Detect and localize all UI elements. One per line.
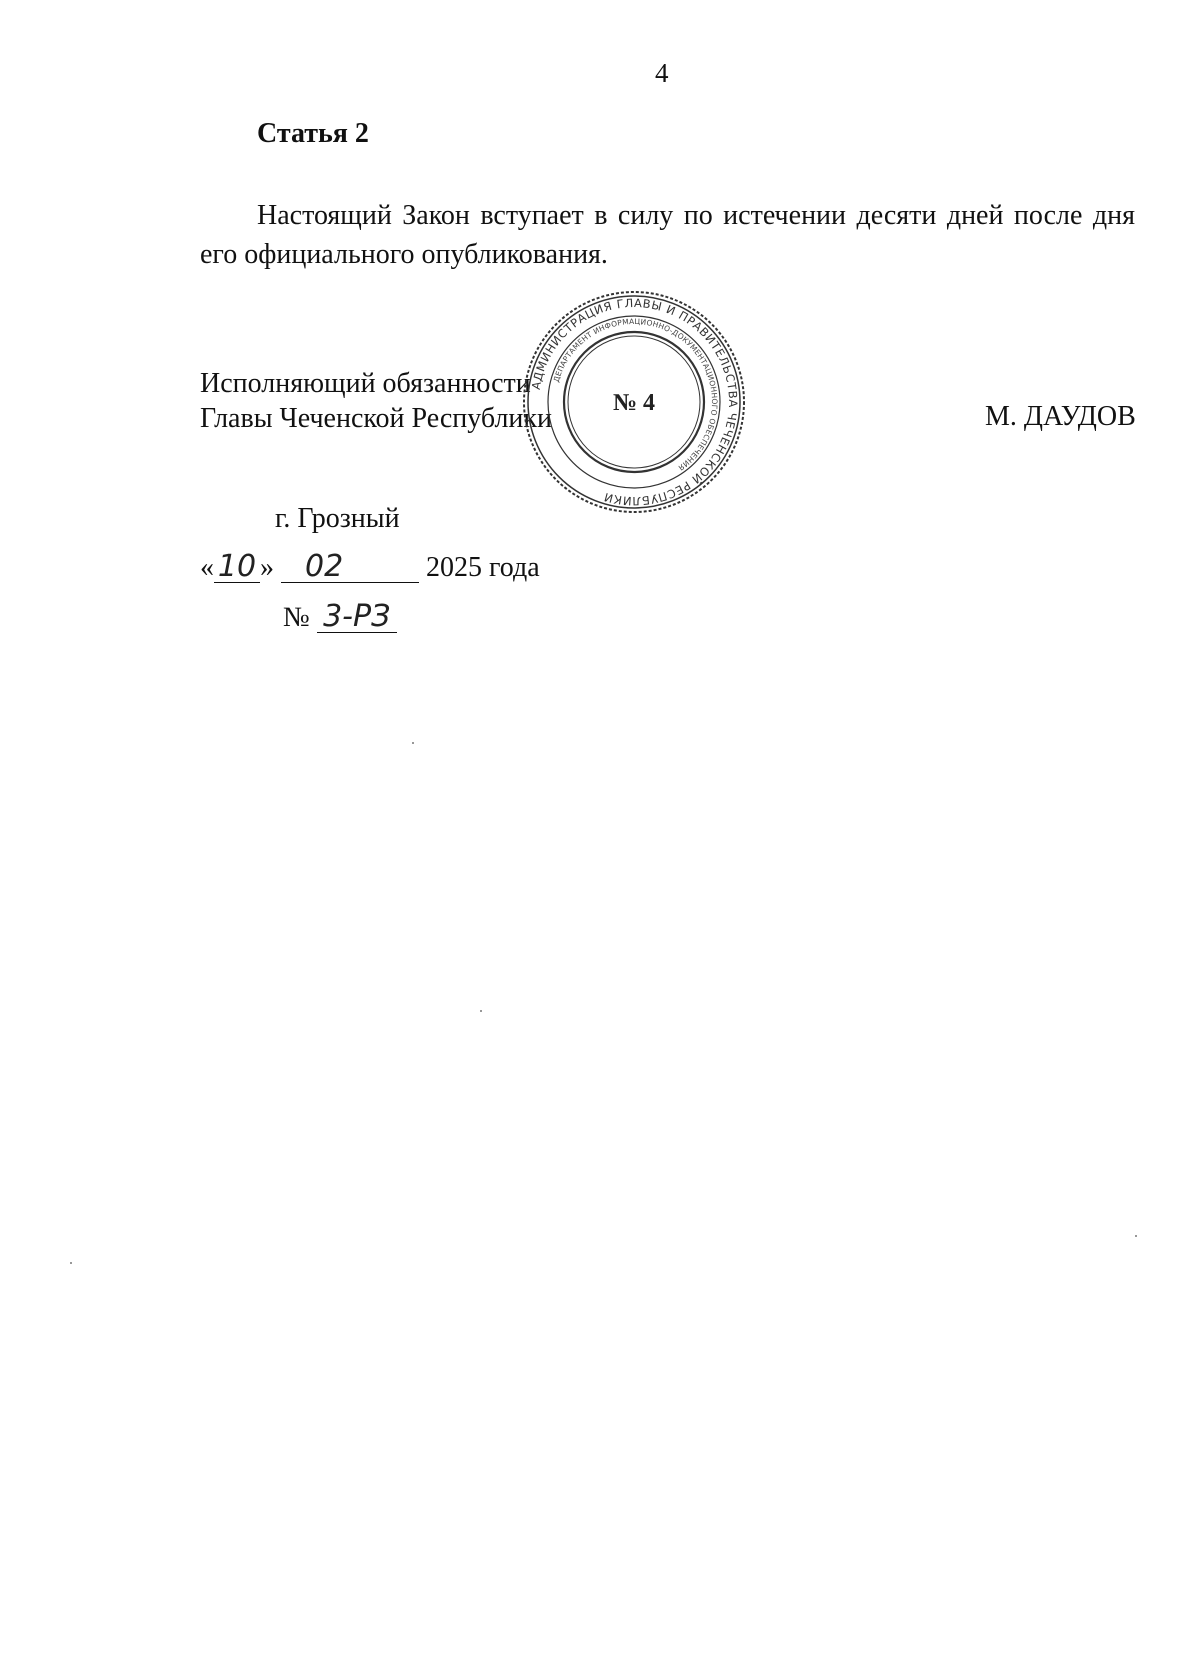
scan-speck (412, 742, 414, 744)
article-paragraph: Настоящий Закон вступает в силу по истечении десяти дней после дня его официального опубликования. (200, 200, 1135, 270)
law-number-handwritten: 3-РЗ (317, 602, 397, 633)
scan-speck (70, 1262, 72, 1264)
article-heading: Статья 2 (257, 118, 369, 149)
open-quote: « (200, 552, 214, 583)
law-number (283, 599, 397, 634)
date-day-handwritten: 10 (214, 552, 260, 583)
number-label: № (283, 602, 310, 633)
page-number: 4 (655, 58, 669, 88)
city: г. Грозный (275, 503, 400, 534)
signing-date (200, 549, 540, 584)
signatory-title-line2: Главы Чеченской Республики (200, 403, 552, 434)
scan-speck (480, 1010, 482, 1012)
date-year: 2025 года (426, 552, 540, 583)
signatory-name: М. ДАУДОВ (985, 401, 1136, 432)
seal-inner-text: ДЕПАРТАМЕНТ ИНФОРМАЦИОННО-ДОКУМЕНТАЦИОННОГО ОБЕСПЕЧЕНИЯ (551, 316, 720, 473)
seal-center-text: № 4 (612, 390, 656, 416)
date-month-handwritten: 02 (281, 552, 419, 583)
scan-speck (1135, 1235, 1137, 1237)
signatory-title (200, 366, 552, 436)
seal-outer-text: АДМИНИСТРАЦИЯ ГЛАВЫ И ПРАВИТЕЛЬСТВА ЧЕЧЕНСКОЙ РЕСПУБЛИКИ (528, 295, 741, 509)
official-seal (520, 288, 748, 516)
close-quote: » (260, 552, 274, 583)
signatory-title-line1: Исполняющий обязанности (200, 368, 531, 399)
